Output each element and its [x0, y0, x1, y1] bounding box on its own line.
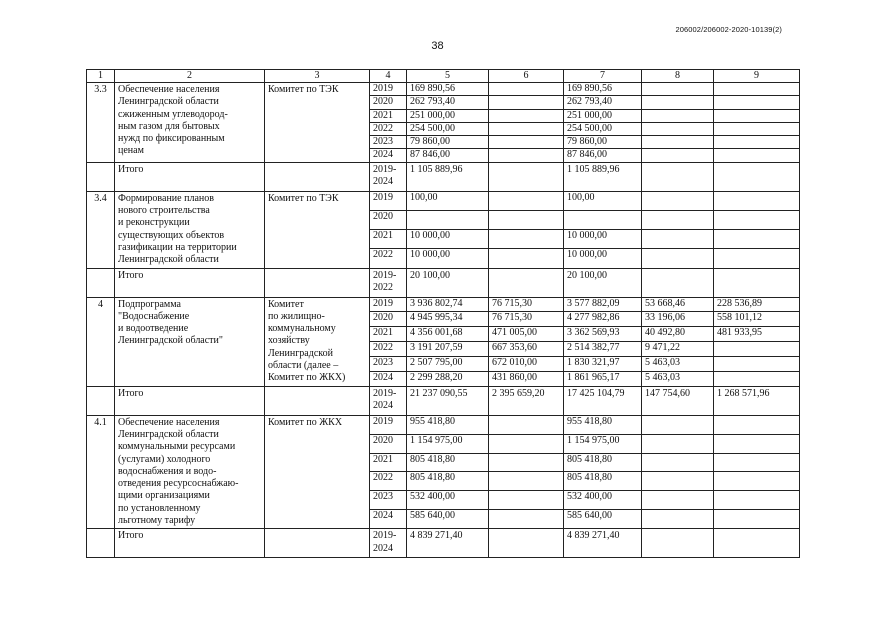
- amount-cell-c9: [714, 356, 800, 371]
- amount-cell-c6: 667 353,60: [489, 342, 564, 357]
- total-period-cell: 2019-2022: [370, 268, 407, 297]
- year-cell: 2022: [370, 122, 407, 135]
- text-line: Комитет по ЖКХ: [268, 416, 343, 428]
- amount-cell-c8: [642, 510, 714, 529]
- total-amount-cell-c7: 20 100,00: [564, 268, 642, 297]
- amount-cell-c8: [642, 149, 714, 162]
- amount-cell-c7: 1 830 321,97: [564, 356, 642, 371]
- executor-cell: [265, 191, 370, 268]
- total-amount-cell-c6: [489, 162, 564, 191]
- amount-cell-c8: [642, 83, 714, 96]
- amount-cell-c9: 558 101,12: [714, 312, 800, 327]
- amount-cell-c5: 87 846,00: [407, 149, 489, 162]
- amount-cell-c8: 5 463,03: [642, 356, 714, 371]
- amount-cell-c7: 100,00: [564, 191, 642, 210]
- total-amount-cell-c9: [714, 162, 800, 191]
- text-line: хозяйству: [268, 335, 310, 347]
- amount-cell-c7: 532 400,00: [564, 491, 642, 510]
- total-amount-cell-c5: 20 100,00: [407, 268, 489, 297]
- amount-cell-c9: [714, 510, 800, 529]
- text-line: области (далее –: [268, 360, 339, 372]
- text-line: льготному тарифу: [118, 515, 196, 527]
- amount-cell-c5: 262 793,40: [407, 96, 489, 109]
- year-cell: 2020: [370, 96, 407, 109]
- amount-cell-c9: [714, 415, 800, 434]
- year-cell: 2020: [370, 434, 407, 453]
- total-row: [87, 529, 800, 558]
- total-row: [87, 268, 800, 297]
- header-cell: 5: [407, 70, 489, 83]
- amount-cell-c8: [642, 136, 714, 149]
- amount-cell-c5: 251 000,00: [407, 109, 489, 122]
- total-amount-cell-c9: 1 268 571,96: [714, 386, 800, 415]
- amount-cell-c5: 3 191 207,59: [407, 342, 489, 357]
- amount-cell-c8: 33 196,06: [642, 312, 714, 327]
- total-number-cell: [87, 268, 115, 297]
- document-id: 206002/206002-2020-10139(2): [675, 25, 782, 34]
- total-amount-cell-c6: [489, 268, 564, 297]
- total-amount-cell-c8: 147 754,60: [642, 386, 714, 415]
- amount-cell-c6: [489, 149, 564, 162]
- text-line: сжиженным углеводород-: [118, 108, 228, 120]
- total-executor-cell: [265, 529, 370, 558]
- header-cell: 8: [642, 70, 714, 83]
- text-line: ным газом для бытовых: [118, 120, 220, 132]
- text-line: Обеспечение населения: [118, 84, 220, 95]
- amount-cell-c8: [642, 434, 714, 453]
- section-name-cell: [115, 83, 265, 163]
- text-line: существующих объектов: [118, 229, 225, 241]
- amount-cell-c7: 10 000,00: [564, 249, 642, 268]
- amount-cell-c6: [489, 249, 564, 268]
- year-cell: 2023: [370, 491, 407, 510]
- total-executor-cell: [265, 386, 370, 415]
- total-number-cell: [87, 529, 115, 558]
- amount-cell-c9: [714, 342, 800, 357]
- total-label-cell: Итого: [115, 386, 265, 415]
- total-amount-cell-c7: 17 425 104,79: [564, 386, 642, 415]
- amount-cell-c6: 672 010,00: [489, 356, 564, 371]
- total-amount-cell-c7: 1 105 889,96: [564, 162, 642, 191]
- amount-cell-c8: 9 471,22: [642, 342, 714, 357]
- amount-cell-c7: 1 861 965,17: [564, 371, 642, 386]
- amount-cell-c7: 251 000,00: [564, 109, 642, 122]
- total-amount-cell-c5: 1 105 889,96: [407, 162, 489, 191]
- amount-cell-c5: 2 299 288,20: [407, 371, 489, 386]
- amount-cell-c6: [489, 230, 564, 249]
- text-line: ценам: [118, 145, 144, 157]
- table-header-row: [87, 70, 800, 83]
- amount-cell-c8: [642, 122, 714, 135]
- amount-cell-c5: 100,00: [407, 191, 489, 210]
- amount-cell-c6: [489, 109, 564, 122]
- amount-cell-c5: 10 000,00: [407, 249, 489, 268]
- amount-cell-c5: [407, 210, 489, 229]
- amount-cell-c8: [642, 109, 714, 122]
- amount-cell-c6: [489, 96, 564, 109]
- section-number-cell: 4: [87, 297, 115, 386]
- amount-cell-c5: 532 400,00: [407, 491, 489, 510]
- amount-cell-c9: [714, 136, 800, 149]
- text-line: Ленинградской области: [118, 254, 219, 266]
- header-cell: 3: [265, 70, 370, 83]
- amount-cell-c5: 254 500,00: [407, 122, 489, 135]
- total-label-cell: Итого: [115, 268, 265, 297]
- amount-cell-c7: 1 154 975,00: [564, 434, 642, 453]
- amount-cell-c6: 431 860,00: [489, 371, 564, 386]
- amount-cell-c8: [642, 472, 714, 491]
- amount-cell-c9: [714, 472, 800, 491]
- total-period-cell: 2019-2024: [370, 162, 407, 191]
- executor-cell: [265, 415, 370, 529]
- text-line: по жилищно-: [268, 310, 325, 322]
- executor-cell: [265, 297, 370, 386]
- amount-cell-c5: 79 860,00: [407, 136, 489, 149]
- amount-cell-c7: 79 860,00: [564, 136, 642, 149]
- total-executor-cell: [265, 162, 370, 191]
- amount-cell-c9: [714, 249, 800, 268]
- budget-table: [86, 69, 800, 558]
- section-name-cell: [115, 191, 265, 268]
- text-line: Комитет по ТЭК: [268, 192, 339, 204]
- amount-cell-c9: [714, 83, 800, 96]
- table-row: [87, 191, 800, 210]
- year-cell: 2021: [370, 109, 407, 122]
- amount-cell-c7: 3 577 882,09: [564, 297, 642, 312]
- amount-cell-c9: [714, 122, 800, 135]
- header-cell: 9: [714, 70, 800, 83]
- text-line: (услугами) холодного: [118, 453, 211, 465]
- year-cell: 2021: [370, 327, 407, 342]
- total-row: [87, 162, 800, 191]
- amount-cell-c8: [642, 491, 714, 510]
- year-cell: 2019: [370, 415, 407, 434]
- total-amount-cell-c9: [714, 529, 800, 558]
- amount-cell-c7: 10 000,00: [564, 230, 642, 249]
- year-cell: 2023: [370, 136, 407, 149]
- amount-cell-c8: [642, 230, 714, 249]
- total-label-cell: Итого: [115, 529, 265, 558]
- total-row: [87, 386, 800, 415]
- amount-cell-c7: 955 418,80: [564, 415, 642, 434]
- amount-cell-c9: [714, 371, 800, 386]
- amount-cell-c5: 4 356 001,68: [407, 327, 489, 342]
- amount-cell-c7: [564, 210, 642, 229]
- amount-cell-c5: 955 418,80: [407, 415, 489, 434]
- amount-cell-c9: [714, 210, 800, 229]
- table-row: [87, 83, 800, 96]
- total-amount-cell-c8: [642, 268, 714, 297]
- year-cell: 2019: [370, 297, 407, 312]
- year-cell: 2021: [370, 453, 407, 472]
- amount-cell-c7: 3 362 569,93: [564, 327, 642, 342]
- year-cell: 2019: [370, 191, 407, 210]
- amount-cell-c7: 2 514 382,77: [564, 342, 642, 357]
- amount-cell-c7: 254 500,00: [564, 122, 642, 135]
- section-number-cell: 4.1: [87, 415, 115, 529]
- year-cell: 2024: [370, 149, 407, 162]
- amount-cell-c7: 4 277 982,86: [564, 312, 642, 327]
- text-line: Ленинградской: [268, 347, 333, 359]
- total-amount-cell-c5: 4 839 271,40: [407, 529, 489, 558]
- year-cell: 2019: [370, 83, 407, 96]
- text-line: по установленному: [118, 502, 201, 514]
- amount-cell-c7: 805 418,80: [564, 472, 642, 491]
- text-line: Комитет: [268, 298, 304, 310]
- header-cell: 1: [87, 70, 115, 83]
- total-period-cell: 2019-2024: [370, 386, 407, 415]
- total-amount-cell-c9: [714, 268, 800, 297]
- amount-cell-c6: [489, 191, 564, 210]
- year-cell: 2020: [370, 210, 407, 229]
- amount-cell-c6: [489, 210, 564, 229]
- year-cell: 2023: [370, 356, 407, 371]
- amount-cell-c6: 471 005,00: [489, 327, 564, 342]
- text-line: Обеспечение населения: [118, 416, 220, 428]
- total-number-cell: [87, 386, 115, 415]
- amount-cell-c8: [642, 191, 714, 210]
- amount-cell-c6: [489, 453, 564, 472]
- text-line: коммунальными ресурсами: [118, 441, 236, 453]
- amount-cell-c5: 169 890,56: [407, 83, 489, 96]
- amount-cell-c9: 481 933,95: [714, 327, 800, 342]
- amount-cell-c7: 262 793,40: [564, 96, 642, 109]
- total-amount-cell-c8: [642, 162, 714, 191]
- year-cell: 2024: [370, 510, 407, 529]
- text-line: Ленинградской области: [118, 96, 219, 108]
- amount-cell-c9: [714, 453, 800, 472]
- total-executor-cell: [265, 268, 370, 297]
- year-cell: 2022: [370, 342, 407, 357]
- total-label-cell: Итого: [115, 162, 265, 191]
- executor-cell: [265, 83, 370, 163]
- amount-cell-c9: [714, 96, 800, 109]
- amount-cell-c6: 76 715,30: [489, 297, 564, 312]
- section-name-cell: [115, 297, 265, 386]
- amount-cell-c5: 2 507 795,00: [407, 356, 489, 371]
- amount-cell-c8: [642, 453, 714, 472]
- text-line: и реконструкции: [118, 217, 190, 229]
- text-line: щими организациями: [118, 490, 210, 502]
- amount-cell-c9: 228 536,89: [714, 297, 800, 312]
- header-cell: 6: [489, 70, 564, 83]
- text-line: коммунальному: [268, 323, 336, 335]
- text-line: отведения ресурсоснабжаю-: [118, 478, 239, 490]
- amount-cell-c8: 5 463,03: [642, 371, 714, 386]
- amount-cell-c7: 805 418,80: [564, 453, 642, 472]
- amount-cell-c6: [489, 510, 564, 529]
- total-amount-cell-c6: 2 395 659,20: [489, 386, 564, 415]
- amount-cell-c8: [642, 96, 714, 109]
- amount-cell-c6: 76 715,30: [489, 312, 564, 327]
- amount-cell-c8: 53 668,46: [642, 297, 714, 312]
- total-period-cell: 2019-2024: [370, 529, 407, 558]
- text-line: Формирование планов: [118, 192, 214, 204]
- text-line: "Водоснабжение: [118, 310, 190, 322]
- total-amount-cell-c6: [489, 529, 564, 558]
- page-number: 38: [431, 40, 444, 52]
- amount-cell-c8: [642, 210, 714, 229]
- amount-cell-c7: 169 890,56: [564, 83, 642, 96]
- table-row: [87, 297, 800, 312]
- amount-cell-c5: 805 418,80: [407, 453, 489, 472]
- section-number-cell: 3.3: [87, 83, 115, 163]
- text-line: и водоотведение: [118, 323, 189, 335]
- year-cell: 2024: [370, 371, 407, 386]
- text-line: нужд по фиксированным: [118, 133, 225, 145]
- amount-cell-c9: [714, 191, 800, 210]
- year-cell: 2021: [370, 230, 407, 249]
- header-cell: 7: [564, 70, 642, 83]
- amount-cell-c6: [489, 472, 564, 491]
- header-cell: 2: [115, 70, 265, 83]
- year-cell: 2022: [370, 249, 407, 268]
- amount-cell-c7: 585 640,00: [564, 510, 642, 529]
- amount-cell-c5: 3 936 802,74: [407, 297, 489, 312]
- text-line: нового строительства: [118, 205, 210, 217]
- header-cell: 4: [370, 70, 407, 83]
- amount-cell-c5: 10 000,00: [407, 230, 489, 249]
- text-line: газификации на территории: [118, 241, 237, 253]
- section-number-cell: 3.4: [87, 191, 115, 268]
- amount-cell-c9: [714, 434, 800, 453]
- year-cell: 2022: [370, 472, 407, 491]
- table-row: [87, 415, 800, 434]
- text-line: водоснабжения и водо-: [118, 465, 217, 477]
- total-amount-cell-c8: [642, 529, 714, 558]
- amount-cell-c5: 585 640,00: [407, 510, 489, 529]
- amount-cell-c6: [489, 491, 564, 510]
- amount-cell-c6: [489, 415, 564, 434]
- amount-cell-c8: [642, 249, 714, 268]
- amount-cell-c9: [714, 230, 800, 249]
- amount-cell-c5: 4 945 995,34: [407, 312, 489, 327]
- text-line: Ленинградской области: [118, 428, 219, 440]
- amount-cell-c7: 87 846,00: [564, 149, 642, 162]
- year-cell: 2020: [370, 312, 407, 327]
- text-line: Подпрограмма: [118, 298, 181, 310]
- total-number-cell: [87, 162, 115, 191]
- amount-cell-c9: [714, 109, 800, 122]
- amount-cell-c8: 40 492,80: [642, 327, 714, 342]
- amount-cell-c5: 1 154 975,00: [407, 434, 489, 453]
- text-line: Комитет по ТЭК: [268, 84, 339, 95]
- amount-cell-c6: [489, 122, 564, 135]
- text-line: Комитет по ЖКХ): [268, 372, 346, 384]
- amount-cell-c6: [489, 83, 564, 96]
- amount-cell-c5: 805 418,80: [407, 472, 489, 491]
- amount-cell-c8: [642, 415, 714, 434]
- amount-cell-c6: [489, 136, 564, 149]
- text-line: Ленинградской области": [118, 335, 223, 347]
- section-name-cell: [115, 415, 265, 529]
- amount-cell-c9: [714, 149, 800, 162]
- total-amount-cell-c7: 4 839 271,40: [564, 529, 642, 558]
- amount-cell-c9: [714, 491, 800, 510]
- amount-cell-c6: [489, 434, 564, 453]
- total-amount-cell-c5: 21 237 090,55: [407, 386, 489, 415]
